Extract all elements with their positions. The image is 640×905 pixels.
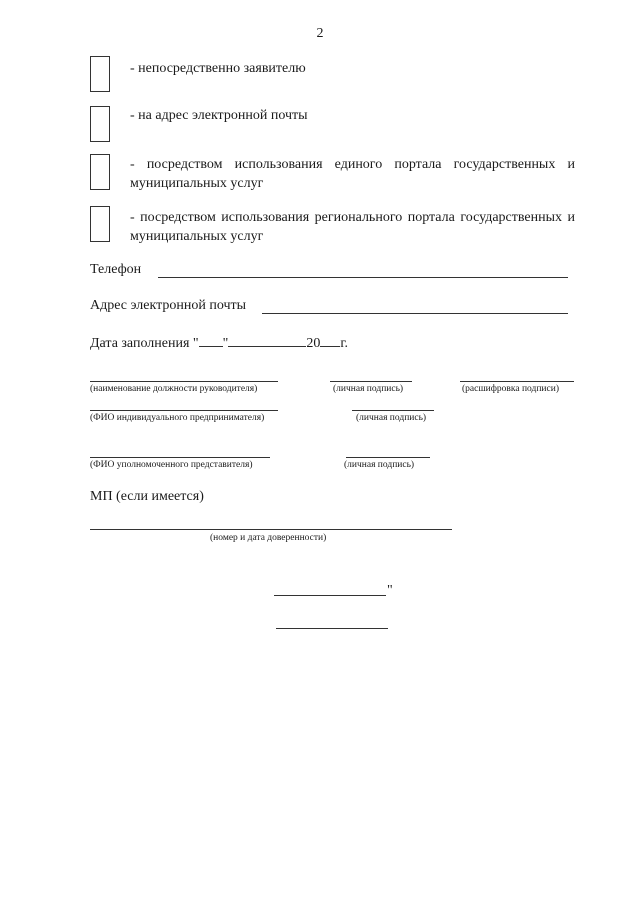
- entrepreneur-signature-caption: (личная подпись): [356, 413, 427, 423]
- signature-decoding-field[interactable]: [460, 381, 574, 382]
- option-unified-portal-label: - посредством использования единого портала государственных и муниципальных услуг: [130, 157, 575, 191]
- fill-date-suffix: г.: [340, 336, 348, 351]
- power-of-attorney-field[interactable]: [90, 529, 452, 530]
- closing-line: [274, 595, 386, 596]
- fill-date-day-field[interactable]: [199, 332, 223, 347]
- stamp-label: МП (если имеется): [90, 489, 204, 504]
- signature-decoding-caption: (расшифровка подписи): [462, 384, 559, 394]
- option-email-delivery-label: - на адрес электронной почты: [130, 108, 308, 123]
- representative-name-caption: (ФИО уполномоченного представителя): [90, 460, 253, 470]
- fill-date-century: 20: [306, 336, 321, 351]
- phone-label: Телефон: [90, 262, 142, 277]
- checkbox-unified-portal[interactable]: [90, 154, 110, 190]
- fill-date-row: [90, 332, 348, 352]
- fill-date-month-field[interactable]: [228, 332, 306, 347]
- closing-quote: ": [387, 583, 393, 598]
- head-position-caption: (наименование должности руководителя): [90, 384, 258, 394]
- fill-date-year-field[interactable]: [320, 332, 340, 347]
- checkbox-regional-portal[interactable]: [90, 206, 110, 242]
- checkbox-direct-delivery[interactable]: [90, 56, 110, 92]
- email-label: Адрес электронной почты: [90, 298, 247, 313]
- power-of-attorney-caption: (номер и дата доверенности): [210, 533, 327, 543]
- fill-date-quote: ": [222, 336, 229, 351]
- entrepreneur-name-caption: (ФИО индивидуального предпринимателя): [90, 413, 265, 423]
- head-signature-caption: (личная подпись): [333, 384, 404, 394]
- page-number: 2: [316, 26, 324, 41]
- representative-signature-caption: (личная подпись): [344, 460, 415, 470]
- entrepreneur-signature-field[interactable]: [352, 410, 434, 411]
- fill-date-prefix: Дата заполнения ": [90, 336, 199, 351]
- representative-name-field[interactable]: [90, 457, 270, 458]
- email-field[interactable]: [262, 313, 568, 314]
- closing-separator: [276, 628, 388, 629]
- checkbox-email-delivery[interactable]: [90, 106, 110, 142]
- representative-signature-field[interactable]: [346, 457, 430, 458]
- head-signature-field[interactable]: [330, 381, 412, 382]
- phone-field[interactable]: [158, 277, 568, 278]
- entrepreneur-name-field[interactable]: [90, 410, 278, 411]
- option-direct-delivery-label: - непосредственно заявителю: [130, 61, 306, 76]
- head-position-field[interactable]: [90, 381, 278, 382]
- option-regional-portal-label: - посредством использования регионального портала государственных и муниципальных услуг: [130, 210, 575, 244]
